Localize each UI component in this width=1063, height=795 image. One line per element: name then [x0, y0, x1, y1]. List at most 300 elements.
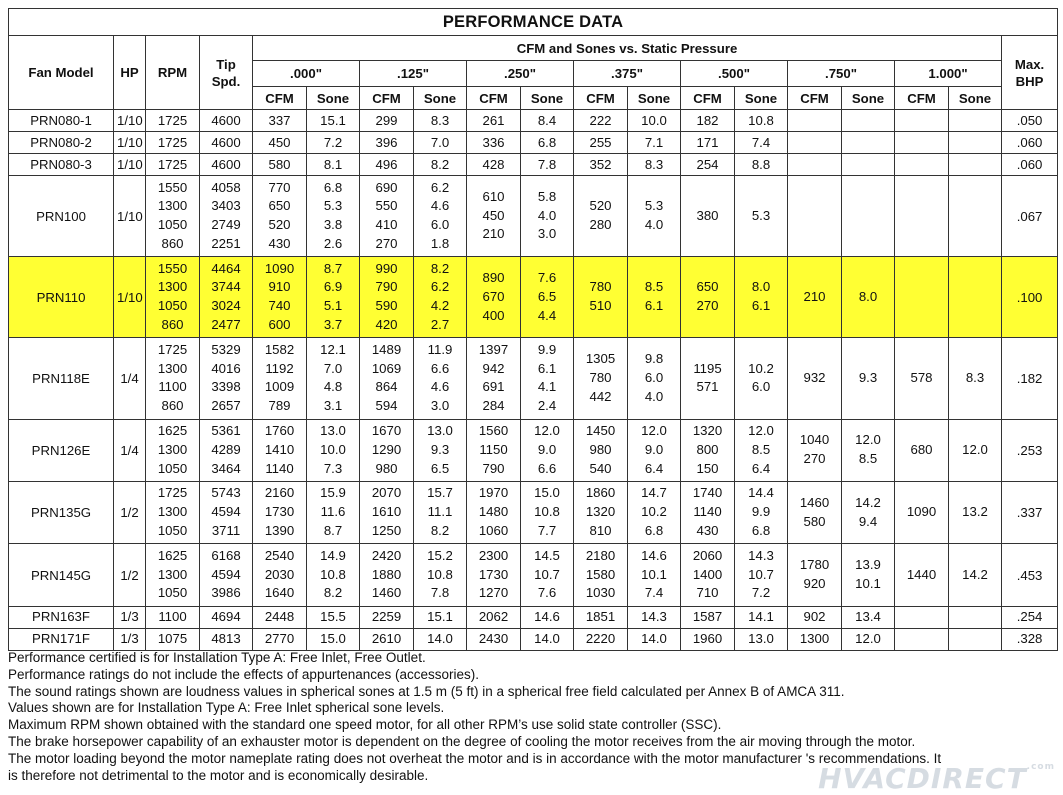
- cfm-cell-line: 270: [696, 298, 719, 314]
- cfm-cell-line: 1320: [692, 423, 723, 439]
- cfm-cell: [574, 544, 628, 606]
- sone-cell-line: 8.5: [644, 279, 664, 295]
- sone-cell-line: 6.1: [644, 298, 664, 314]
- tip-speed-cell-line: 3711: [211, 523, 241, 539]
- cfm-cell-line: 590: [375, 298, 398, 314]
- sone-cell: [414, 544, 467, 606]
- cfm-cell: [895, 132, 949, 154]
- cfm-cell-line: 1320: [585, 504, 616, 520]
- fan-model-cell: PRN100: [9, 176, 114, 257]
- max-bhp-cell: .182: [1002, 338, 1058, 419]
- max-bhp-cell: .060: [1002, 154, 1058, 176]
- sone-header: Sone: [307, 87, 360, 110]
- hp-cell: 1/10: [114, 154, 146, 176]
- cfm-cell-line: 610: [482, 188, 505, 204]
- cfm-cell-line: 800: [696, 441, 719, 457]
- cfm-cell-line: 864: [375, 379, 398, 395]
- sone-cell-line: 3.0: [430, 398, 450, 414]
- sone-cell: 13.4: [842, 606, 895, 628]
- tip-speed-cell-line: 3744: [211, 279, 241, 295]
- pressure-header: 1.000": [895, 61, 1002, 87]
- tip-speed-cell-line: 2251: [211, 235, 241, 251]
- sone-cell-line: 5.3: [644, 198, 664, 214]
- cfm-cell-line: 710: [696, 585, 719, 601]
- max-bhp-cell: .100: [1002, 257, 1058, 338]
- cfm-cell: 680: [895, 419, 949, 481]
- sone-header: Sone: [521, 87, 574, 110]
- cfm-cell-line: 571: [696, 379, 719, 395]
- sone-cell-line: 7.4: [644, 585, 664, 601]
- tip-speed-cell-line: 4058: [211, 179, 241, 195]
- cfm-cell-line: 270: [803, 451, 826, 467]
- max-bhp-cell: .337: [1002, 481, 1058, 543]
- cfm-cell-line: 910: [268, 279, 291, 295]
- footnote-line: Performance certified is for Installation Type A: Free Inlet, Free Outlet.: [8, 650, 426, 665]
- cfm-cell: 902: [788, 606, 842, 628]
- fan-model-cell: PRN110: [9, 257, 114, 338]
- sone-cell-line: 4.6: [430, 379, 450, 395]
- sone-cell: [521, 544, 574, 606]
- sone-cell-line: 2.7: [430, 317, 450, 333]
- sone-cell: [735, 257, 788, 338]
- cfm-cell-line: 1610: [371, 504, 402, 520]
- footnote-line: The sound ratings shown are loudness values in spherical sones at 1.5 m (5 ft) in a spherical free field calculated per Annex B of AMCA 311.: [8, 683, 845, 699]
- footnote-line: The brake horsepower capability of an exhauster motor is dependent on the degree of cooling the motor receives from the air moving through the motor.: [8, 733, 916, 749]
- cfm-cell-line: 2060: [692, 547, 723, 563]
- rpm-cell-line: 860: [161, 398, 184, 414]
- tip-speed-cell: [200, 257, 253, 338]
- sone-cell-line: 11.9: [427, 341, 453, 357]
- cfm-cell-line: 150: [696, 460, 719, 476]
- cfm-cell: [574, 338, 628, 419]
- footnote-line: is therefore not detrimental to the motor and is economically desirable.: [8, 767, 429, 783]
- cfm-cell: 380: [681, 176, 735, 257]
- sone-cell-line: 8.5: [751, 441, 771, 457]
- tip-speed-cell: 4600: [200, 110, 253, 132]
- cfm-cell-line: 690: [375, 179, 398, 195]
- cfm-cell-line: 740: [268, 298, 291, 314]
- cfm-cell-line: 1460: [799, 494, 830, 510]
- hp-header: HP: [114, 36, 146, 110]
- cfm-cell: [360, 338, 414, 419]
- cfm-cell-line: 280: [589, 217, 612, 233]
- cfm-cell-line: 691: [482, 379, 505, 395]
- rpm-cell-line: 860: [161, 317, 184, 333]
- cfm-cell: [895, 176, 949, 257]
- cfm-cell-line: 1069: [371, 360, 402, 376]
- cfm-cell: [788, 419, 842, 481]
- cfm-cell: [788, 110, 842, 132]
- sone-cell-line: 11.6: [320, 504, 346, 520]
- table-row: [9, 154, 1058, 176]
- sone-cell-line: 4.2: [430, 298, 450, 314]
- tip-speed-cell-line: 6168: [211, 547, 241, 563]
- rpm-cell-line: 1100: [158, 379, 187, 395]
- sone-cell-line: 3.0: [537, 226, 557, 242]
- cfm-cell-line: 1730: [264, 504, 295, 520]
- table-row: [9, 481, 1058, 543]
- cfm-cell: [895, 606, 949, 628]
- sone-cell: 8.3: [628, 154, 681, 176]
- table-row: [9, 257, 1058, 338]
- rpm-cell-line: 1050: [157, 217, 188, 233]
- cfm-cell: [681, 419, 735, 481]
- cfm-cell: 1300: [788, 628, 842, 650]
- cfm-cell: 578: [895, 338, 949, 419]
- footnote-line: The motor loading beyond the motor nameplate rating does not overheat the motor and is in accordance with the motor manufacturer 's recommendations. It: [8, 750, 942, 766]
- rpm-cell-line: 1625: [157, 423, 188, 439]
- sone-cell-line: 12.0: [855, 432, 881, 448]
- tip-speed-cell-line: 5361: [211, 423, 241, 439]
- cfm-cell: 352: [574, 154, 628, 176]
- cfm-cell-line: 1780: [799, 557, 830, 573]
- pressure-header: .750": [788, 61, 895, 87]
- watermark-logo: [818, 762, 1055, 795]
- sone-cell: 7.2: [307, 132, 360, 154]
- footnote-line: Values shown are for Installation Type A: Free Inlet spherical sone levels.: [8, 700, 445, 716]
- cfm-cell: 222: [574, 110, 628, 132]
- sone-cell: [628, 257, 681, 338]
- cfm-cell: [895, 628, 949, 650]
- cfm-cell-line: 2540: [264, 547, 295, 563]
- sone-cell: [521, 419, 574, 481]
- cfm-cell: 210: [788, 257, 842, 338]
- tip-speed-cell: 4600: [200, 154, 253, 176]
- sone-cell-line: 7.6: [537, 585, 557, 601]
- cfm-cell: [467, 257, 521, 338]
- sone-cell-line: 14.9: [320, 547, 346, 563]
- sone-cell: [628, 544, 681, 606]
- cfm-cell: [360, 176, 414, 257]
- sone-cell-line: 6.0: [430, 217, 450, 233]
- sone-cell-line: 9.9: [537, 341, 557, 357]
- sone-header: Sone: [842, 87, 895, 110]
- sone-cell: [842, 176, 895, 257]
- cfm-cell-line: 1560: [478, 423, 509, 439]
- tip-speed-cell-line: 4289: [211, 441, 241, 457]
- cfm-cell-line: 2180: [585, 547, 616, 563]
- hp-cell: 1/2: [114, 544, 146, 606]
- tip-speed-cell-line: 3403: [211, 198, 241, 214]
- sone-cell: 8.2: [414, 154, 467, 176]
- cfm-cell: [467, 176, 521, 257]
- sone-cell-line: 15.2: [427, 547, 453, 563]
- sone-cell: [521, 257, 574, 338]
- tip-speed-cell: [200, 544, 253, 606]
- cfm-cell: [360, 481, 414, 543]
- watermark-text: HVACDIRECT: [818, 762, 1027, 795]
- cfm-cell-line: 1450: [585, 423, 616, 439]
- sone-cell: 8.8: [735, 154, 788, 176]
- pressure-header: .375": [574, 61, 681, 87]
- cfm-cell: 1090: [895, 481, 949, 543]
- rpm-cell: [146, 338, 200, 419]
- cfm-cell: 1851: [574, 606, 628, 628]
- sone-header: Sone: [628, 87, 681, 110]
- sone-cell: [842, 110, 895, 132]
- max-bhp-cell: .067: [1002, 176, 1058, 257]
- cfm-cell: [681, 338, 735, 419]
- cfm-cell-line: 1880: [371, 566, 402, 582]
- pressure-header: .250": [467, 61, 574, 87]
- sone-cell-line: 5.1: [323, 298, 343, 314]
- tip-speed-cell: 4813: [200, 628, 253, 650]
- tip-speed-cell-line: 2477: [211, 317, 241, 333]
- cfm-cell-line: 540: [589, 460, 612, 476]
- sone-cell: 12.0: [842, 628, 895, 650]
- cfm-cell: 396: [360, 132, 414, 154]
- cfm-cell: [788, 544, 842, 606]
- sone-cell: [949, 110, 1002, 132]
- cfm-cell: 428: [467, 154, 521, 176]
- cfm-cell-line: 1140: [693, 504, 722, 520]
- cfm-cell: 261: [467, 110, 521, 132]
- cfm-cell-line: 1730: [478, 566, 509, 582]
- cfm-cell: [895, 110, 949, 132]
- sone-cell: [949, 132, 1002, 154]
- cfm-cell-line: 1040: [799, 432, 830, 448]
- fan-model-cell: PRN118E: [9, 338, 114, 419]
- sone-cell: [949, 257, 1002, 338]
- cfm-cell: 2610: [360, 628, 414, 650]
- sone-cell: [307, 481, 360, 543]
- pressure-header: .000": [253, 61, 360, 87]
- sone-cell-line: 8.2: [430, 260, 450, 276]
- sone-cell: [521, 338, 574, 419]
- sone-cell-line: 4.4: [537, 307, 557, 323]
- sone-cell-line: 6.9: [323, 279, 343, 295]
- sone-cell-line: 4.0: [537, 207, 557, 223]
- sone-cell-line: 9.8: [644, 351, 664, 367]
- sone-cell-line: 7.6: [537, 270, 557, 286]
- sone-cell: [842, 132, 895, 154]
- sone-cell-line: 6.0: [751, 379, 771, 395]
- fan-model-cell: PRN135G: [9, 481, 114, 543]
- sone-cell: 7.4: [735, 132, 788, 154]
- sone-cell: [628, 338, 681, 419]
- rpm-cell: [146, 481, 200, 543]
- sone-cell: [307, 338, 360, 419]
- rpm-cell: 1725: [146, 154, 200, 176]
- cfm-cell-line: 1740: [692, 485, 723, 501]
- cfm-cell-line: 2070: [371, 485, 402, 501]
- rpm-cell-line: 1300: [157, 504, 188, 520]
- cfm-cell-line: 600: [268, 317, 291, 333]
- tip-speed-cell-line: 3986: [211, 585, 241, 601]
- cfm-cell-line: 1640: [264, 585, 295, 601]
- sone-cell-line: 10.8: [320, 566, 346, 582]
- sone-cell: [521, 176, 574, 257]
- cfm-cell-line: 1009: [264, 379, 295, 395]
- sone-cell-line: 6.8: [644, 523, 664, 539]
- rpm-cell: [146, 257, 200, 338]
- cfm-header: CFM: [574, 87, 628, 110]
- sone-cell: [842, 419, 895, 481]
- sone-cell-line: 3.1: [323, 398, 343, 414]
- hp-cell: 1/3: [114, 628, 146, 650]
- cfm-cell: [681, 481, 735, 543]
- cfm-cell-line: 1192: [265, 360, 294, 376]
- cfm-cell: [253, 257, 307, 338]
- sone-cell-line: 6.1: [537, 360, 557, 376]
- sone-cell: 14.0: [628, 628, 681, 650]
- rpm-cell-line: 1050: [157, 585, 188, 601]
- sone-cell-line: 10.2: [748, 360, 774, 376]
- tip-speed-cell-line: 4594: [211, 504, 241, 520]
- cfm-cell: 182: [681, 110, 735, 132]
- sone-cell: 14.3: [628, 606, 681, 628]
- cfm-cell-line: 980: [589, 441, 612, 457]
- table-row: [9, 338, 1058, 419]
- cfm-cell: 2259: [360, 606, 414, 628]
- cfm-cell-line: 1970: [478, 485, 509, 501]
- cfm-cell: [360, 257, 414, 338]
- tip-speed-cell-line: 5329: [211, 341, 241, 357]
- sone-cell-line: 14.4: [748, 485, 774, 501]
- cfm-cell-line: 594: [375, 398, 398, 414]
- sone-cell-line: 13.9: [855, 557, 881, 573]
- tip-speed-cell: [200, 176, 253, 257]
- sone-cell: [414, 419, 467, 481]
- cfm-cell-line: 580: [803, 513, 826, 529]
- cfm-cell-line: 1270: [478, 585, 509, 601]
- tip-speed-cell-line: 4594: [211, 566, 241, 582]
- cfm-cell: [467, 481, 521, 543]
- sone-cell-line: 10.2: [641, 504, 667, 520]
- cfm-cell-line: 2420: [371, 547, 402, 563]
- cfm-cell-line: 1410: [264, 441, 295, 457]
- cfm-cell-line: 810: [589, 523, 612, 539]
- sone-cell: 5.3: [735, 176, 788, 257]
- cfm-cell-line: 1030: [585, 585, 616, 601]
- rpm-header: RPM: [146, 36, 200, 110]
- rpm-cell-line: 1050: [157, 298, 188, 314]
- cfm-cell: [788, 176, 842, 257]
- sone-cell: 8.0: [842, 257, 895, 338]
- tip-speed-cell: [200, 338, 253, 419]
- sone-cell-line: 14.6: [641, 547, 667, 563]
- sone-cell: [414, 176, 467, 257]
- sone-cell-line: 6.1: [751, 298, 771, 314]
- cfm-cell-line: 2030: [264, 566, 295, 582]
- cfm-cell: [360, 544, 414, 606]
- cfm-cell-line: 210: [482, 226, 505, 242]
- cfm-cell: 255: [574, 132, 628, 154]
- sone-cell-line: 3.8: [323, 217, 343, 233]
- max-bhp-cell: .060: [1002, 132, 1058, 154]
- cfm-cell: [788, 154, 842, 176]
- cfm-cell: 2448: [253, 606, 307, 628]
- max-bhp-cell: .453: [1002, 544, 1058, 606]
- sone-cell: 7.1: [628, 132, 681, 154]
- cfm-cell: 171: [681, 132, 735, 154]
- cfm-cell: [253, 544, 307, 606]
- sone-cell-line: 8.0: [751, 279, 771, 295]
- cfm-cell: [253, 176, 307, 257]
- fan-model-cell: PRN080-1: [9, 110, 114, 132]
- cfm-cell-line: 2300: [478, 547, 509, 563]
- sone-cell: [949, 176, 1002, 257]
- sone-cell-line: 8.7: [323, 260, 343, 276]
- cfm-cell-line: 980: [375, 460, 398, 476]
- sone-cell: [307, 419, 360, 481]
- cfm-cell-line: 1390: [264, 523, 295, 539]
- hp-cell: 1/10: [114, 176, 146, 257]
- rpm-cell-line: 860: [161, 235, 184, 251]
- max-bhp-cell: .253: [1002, 419, 1058, 481]
- sone-cell-line: 6.2: [430, 179, 450, 195]
- max-bhp-cell: .050: [1002, 110, 1058, 132]
- rpm-cell: [146, 176, 200, 257]
- sone-cell-line: 9.9: [751, 504, 771, 520]
- cfm-cell-line: 430: [268, 235, 291, 251]
- cfm-header: CFM: [467, 87, 521, 110]
- cfm-cell-line: 890: [482, 270, 505, 286]
- tip-speed-cell-line: 3464: [211, 460, 241, 476]
- sone-cell: [949, 154, 1002, 176]
- cfm-cell: 2062: [467, 606, 521, 628]
- sone-cell-line: 7.2: [751, 585, 771, 601]
- sone-cell: 8.1: [307, 154, 360, 176]
- sone-cell: [307, 544, 360, 606]
- cfm-cell: [681, 257, 735, 338]
- cfm-cell: 2430: [467, 628, 521, 650]
- pressure-header: .125": [360, 61, 467, 87]
- cfm-cell-line: 1670: [371, 423, 402, 439]
- table-row: [9, 606, 1058, 628]
- fan-model-cell: PRN080-3: [9, 154, 114, 176]
- sone-cell-line: 12.0: [641, 423, 667, 439]
- sone-cell: [307, 176, 360, 257]
- sone-cell: [628, 419, 681, 481]
- sone-cell-line: 14.2: [855, 494, 881, 510]
- cfm-cell-line: 942: [482, 360, 505, 376]
- cfm-cell: 1440: [895, 544, 949, 606]
- sone-cell-line: 12.1: [320, 341, 346, 357]
- cfm-cell-line: 1397: [478, 341, 509, 357]
- sone-cell-line: 13.0: [320, 423, 346, 439]
- sone-cell-line: 9.4: [858, 513, 878, 529]
- rpm-cell-line: 1050: [157, 523, 188, 539]
- cfm-cell: [467, 338, 521, 419]
- sone-cell: 14.0: [521, 628, 574, 650]
- sone-cell: 13.2: [949, 481, 1002, 543]
- sone-cell: [735, 338, 788, 419]
- sone-cell-line: 4.0: [644, 217, 664, 233]
- sone-cell: 6.8: [521, 132, 574, 154]
- sone-cell: 15.1: [414, 606, 467, 628]
- cfm-cell-line: 1195: [693, 360, 722, 376]
- cfm-cell: [574, 176, 628, 257]
- cfm-cell-line: 1090: [264, 260, 295, 276]
- table-row: [9, 132, 1058, 154]
- table-row: [9, 110, 1058, 132]
- cfm-cell-line: 410: [375, 217, 398, 233]
- cfm-cell-line: 789: [268, 398, 291, 414]
- sone-cell-line: 4.6: [430, 198, 450, 214]
- tip-speed-cell: [200, 419, 253, 481]
- sone-cell: 8.3: [414, 110, 467, 132]
- fan-model-cell: PRN145G: [9, 544, 114, 606]
- cfm-cell: [467, 419, 521, 481]
- fan-model-cell: PRN163F: [9, 606, 114, 628]
- cfm-cell: [681, 544, 735, 606]
- sone-cell: [307, 257, 360, 338]
- sone-cell: 15.0: [307, 628, 360, 650]
- sone-cell-line: 7.0: [323, 360, 343, 376]
- sone-cell-line: 8.5: [858, 451, 878, 467]
- cfm-cell-line: 510: [589, 298, 612, 314]
